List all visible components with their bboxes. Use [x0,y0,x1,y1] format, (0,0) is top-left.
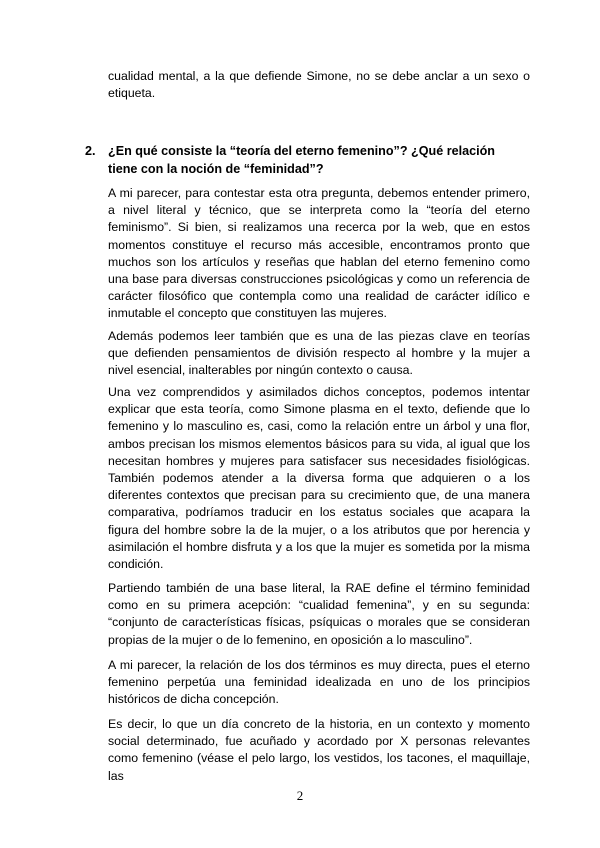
paragraph-1: A mi parecer, para contestar esta otra pregunta, debemos entender primero, a nivel literal y técnico, que se interpreta como la “teoría del eterno feminismo”. Si bien, si realizamos una recerca por la web, que en estos momentos constituye el recurso más accesible, encontramos pronto que muchos son los artículos y reseñas que hablan del eterno femenino como una base para diversas construcciones psicológicas y como un referencia de carácter filosófico que contempla como una realidad de carácter idílico e inmutable el concepto que constituyen las mujeres. [108,186,530,321]
question-text: ¿En qué consiste la “teoría del eterno femenino”? ¿Qué relación tiene con la noción de “feminidad”? [108,144,495,176]
intro-continuation: cualidad mental, a la que defiende Simone, no se debe anclar a un sexo o etiqueta. [108,69,530,101]
paragraph-3: Una vez comprendidos y asimilados dichos conceptos, podemos intentar explicar que esta teoría, como Simone plasma en el texto, defiende que lo femenino y lo masculino es, casi, como la relación entre un árbol y una flor, ambos precisan los mismos elementos básicos para su vida, al igual que los necesitan hombres y mujeres para satisfacer sus necesidades fisiológicas. También podemos atender a la diversa forma que adquieren o a los diferentes contextos que precisan para su crecimiento que, de una manera comparativa, podríamos traducir en los estatus sociales que acapara la figura del hombre sobre la de la mujer, o a los atributos que por herencia y asimilación el hombre disfruta y a los que la mujer es sometida por la misma condición. [108,385,530,572]
question-heading [85,143,525,178]
page-number: 2 [296,788,304,803]
paragraph-5: A mi parecer, la relación de los dos términos es muy directa, pues el eterno femenino perpetúa una feminidad idealizada en uno de los principios históricos de dicha concepción. [108,658,530,707]
paragraph-4: Partiendo también de una base literal, la RAE define el término feminidad como en su primera acepción: “cualidad femenina”, y en su segunda: “conjunto de características físicas, psíquicas o morales que se consideran propias de la mujer o de lo femenino, en oposición a lo masculino”. [108,581,530,647]
paragraph-6: Es decir, lo que un día concreto de la historia, en un contexto y momento social determinado, fue acuñado y acordado por X personas relevantes como femenino (véase el pelo largo, los vestidos, los tacones, el maquillaje, las [108,717,530,783]
paragraph-2: Además podemos leer también que es una de las piezas clave en teorías que defienden pensamientos de división respecto al hombre y la mujer a nivel esencial, inalterables por ningún contexto o causa. [108,329,530,378]
question-number: 2. [85,144,96,158]
